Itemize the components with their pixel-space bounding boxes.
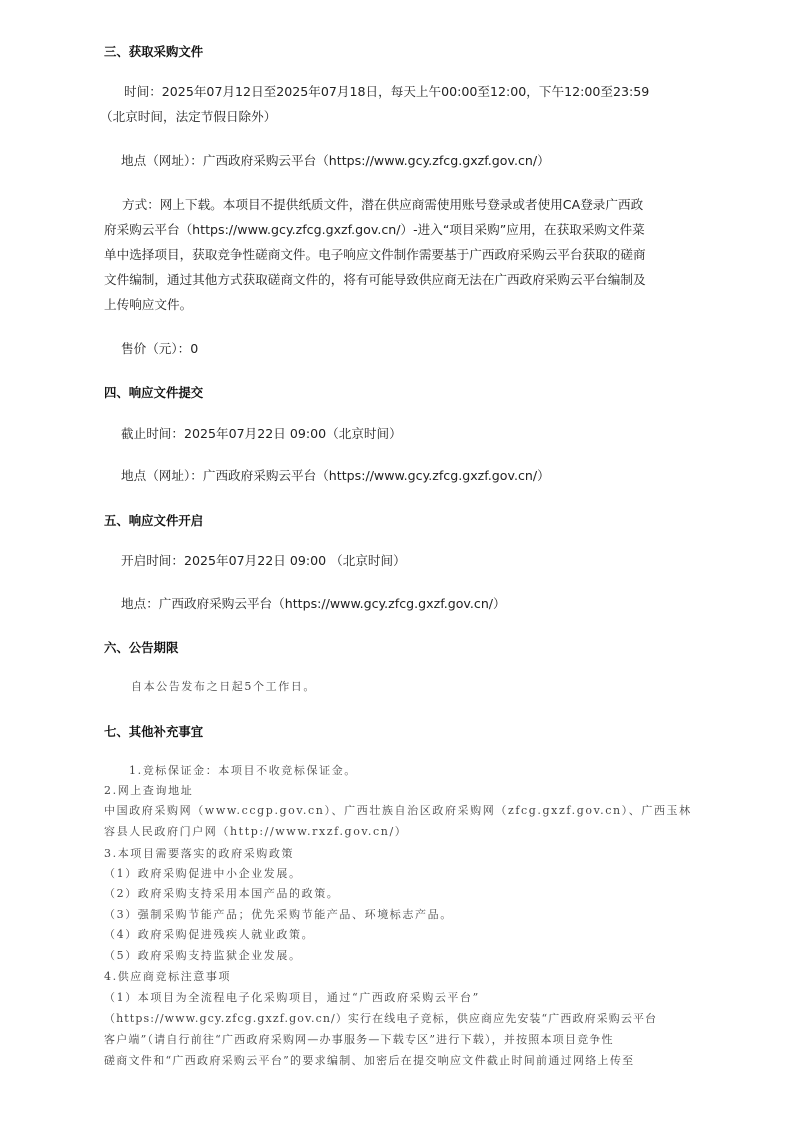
method-line: 文件编制，通过其他方式获取磋商文件的，将有可能导致供应商无法在广西政府采购云平台编制及 [104, 272, 646, 287]
method-line: 单中选择项目，获取竞争性磋商文件。电子响应文件制作需要基于广西政府采购云平台获取的磋商 [104, 247, 646, 262]
section-heading: 三、获取采购文件 [104, 44, 204, 59]
supplement-line: 客户端”（请自行前往“广西政府采购网—办事服务—下载专区”进行下载），并按照本项目竞争性 [104, 1033, 614, 1046]
supplement-line: 4.供应商竞标注意事项 [104, 970, 232, 983]
supplement-line: 容县人民政府门户网（http://www.rxzf.gov.cn/） [104, 825, 408, 838]
supplement-line: （4）政府采购促进残疾人就业政策。 [104, 928, 315, 941]
price-line: 售价（元）：0 [121, 341, 199, 356]
section-heading: 七、其他补充事宜 [104, 724, 204, 739]
place-line: 地点（网址）：广西政府采购云平台（https://www.gcy.zfcg.gxzf.gov.cn/） [121, 468, 550, 483]
supplement-line: （3）强制采购节能产品；优先采购节能产品、环境标志产品。 [104, 908, 453, 921]
place-line: 地点（网址）：广西政府采购云平台（https://www.gcy.zfcg.gxzf.gov.cn/） [121, 153, 550, 168]
deadline-line: 截止时间：2025年07月22日 09:00（北京时间） [121, 426, 402, 441]
supplement-line: （1）本项目为全流程电子化采购项目，通过“广西政府采购云平台” [104, 991, 480, 1004]
supplement-line: （2）政府采购支持采用本国产品的政策。 [104, 887, 340, 900]
place-line: 地点：广西政府采购云平台（https://www.gcy.zfcg.gxzf.gov.cn/） [121, 596, 506, 611]
section-heading: 五、响应文件开启 [104, 513, 204, 528]
supplement-line: 磋商文件和“广西政府采购云平台”的要求编制、加密后在提交响应文件截止时间前通过网络上传至 [104, 1054, 635, 1067]
supplement-line: 3.本项目需要落实的政府采购政策 [104, 847, 295, 860]
open-time-line: 开启时间：2025年07月22日 09:00 （北京时间） [121, 553, 406, 568]
section-heading: 四、响应文件提交 [104, 385, 204, 400]
supplement-line: 2.网上查询地址 [104, 784, 194, 797]
method-line: 方式：网上下载。本项目不提供纸质文件，潜在供应商需使用账号登录或者使用CA登录广西政 [122, 197, 644, 212]
supplement-line: 中国政府采购网（www.ccgp.gov.cn）、广西壮族自治区政府采购网（zfcg.gxzf.gov.cn）、广西玉林 [104, 804, 692, 817]
supplement-line: 1.竞标保证金：本项目不收竞标保证金。 [129, 764, 357, 777]
time-line: （北京时间，法定节假日除外） [100, 109, 277, 124]
notice-period-text: 自本公告发布之日起5个工作日。 [131, 680, 316, 693]
method-line: 府采购云平台（https://www.gcy.zfcg.gxzf.gov.cn/）-进入“项目采购”应用，在获取采购文件菜 [104, 222, 645, 237]
supplement-line: （5）政府采购支持监狱企业发展。 [104, 949, 302, 962]
section-heading: 六、公告期限 [104, 640, 179, 655]
method-line: 上传响应文件。 [104, 297, 193, 312]
time-line: 时间：2025年07月12日至2025年07月18日，每天上午00:00至12:00，下午12:00至23:59 [124, 84, 650, 99]
supplement-line: （1）政府采购促进中小企业发展。 [104, 867, 302, 880]
supplement-line: （https://www.gcy.zfcg.gxzf.gov.cn/）实行在线电子竞标，供应商应先安装“广西政府采购云平台 [104, 1012, 658, 1025]
